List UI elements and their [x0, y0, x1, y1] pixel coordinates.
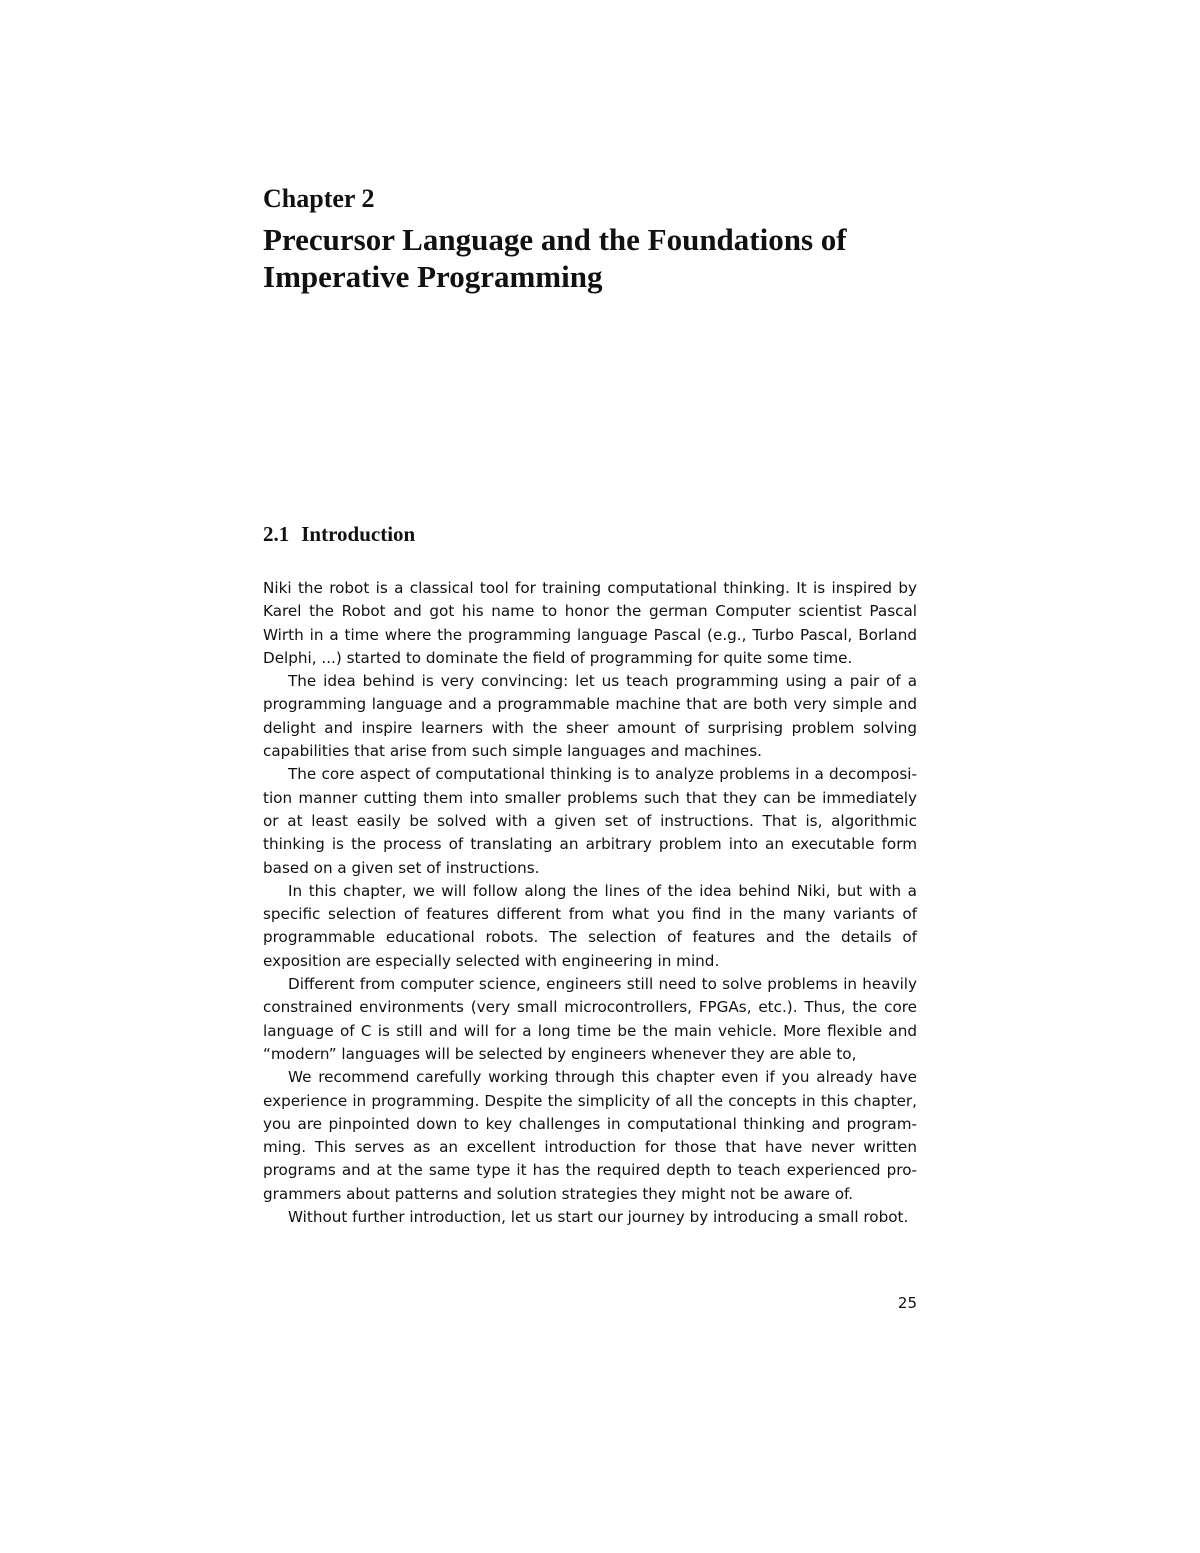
- paragraph: In this chapter, we will follow along the lines of the idea behind Niki, but with a specific selection of features different from what you find in the many variants of programmable educational robots. The selection of features and the details of exposition are especially selected with engineering in mind.: [263, 881, 917, 970]
- page-number: 25: [897, 1294, 917, 1312]
- section-body: [263, 577, 917, 1229]
- chapter-label: Chapter 2: [263, 184, 375, 213]
- paragraph: Different from computer science, engineers still need to solve problems in heavily constrained environments (very small microcontrollers, FPGAs, etc.). Thus, the core language of C is still and will for a long time be the main vehicle. More flexible and “modern” languages will be selected by engineers whenever they are able to,: [263, 975, 917, 1063]
- section-heading: [263, 520, 415, 548]
- chapter-title: Precursor Language and the Foundations of Imperative Programming: [263, 222, 847, 294]
- paragraph: The idea behind is very convincing: let us teach programming using a pair of a programming language and a programmable machine that are both very simple and delight and inspire learners with the sheer amount of surprising problem solving capabilities that arise from such simple languages and machines.: [263, 672, 917, 761]
- paragraph: Without further introduction, let us start our journey by introducing a small robot.: [288, 1208, 909, 1227]
- paragraph: Niki the robot is a classical tool for training computational thinking. It is inspired by Karel the Robot and got his name to honor the german Computer scientist Pascal Wirth in a time where the programming language Pascal (e.g., Turbo Pascal, Borland Delphi, ...) started to dominate the field of programming for quite some time.: [263, 579, 917, 667]
- paragraph: We recommend carefully working through this chapter even if you already have experience in programming. Despite the simplicity of all the concepts in this chapter, you are pinpointed down to key challenges in computational thinking and programming. This serves as an excellent introduction for those that have never written programs and at the same type it has the required depth to teach experienced programmers about patterns and solution strategies they might not be aware of.: [263, 1068, 917, 1203]
- section-number: 2.1: [263, 522, 290, 546]
- paragraph: The core aspect of computational thinking is to analyze problems in a decomposition manner cutting them into smaller problems such that they can be immediately or at least easily be solved with a given set of instructions. That is, algorithmic thinking is the process of translating an arbitrary problem into an executable form based on a given set of instructions.: [263, 765, 917, 877]
- section-title: Introduction: [301, 522, 416, 546]
